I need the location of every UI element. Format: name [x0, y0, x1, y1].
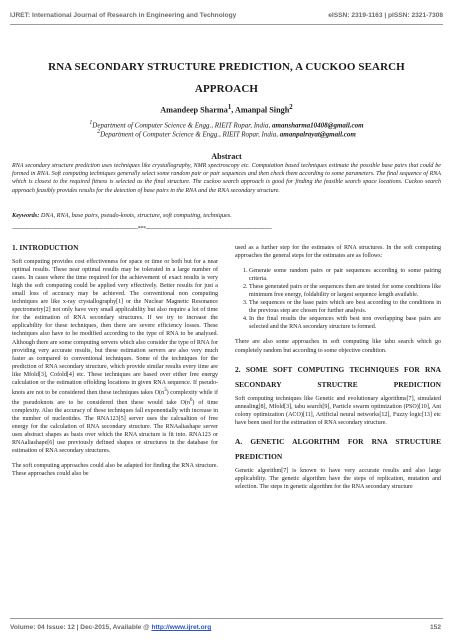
affiliation-1-text: Department of Computer Science & Engg., RIEIT Ropar, India, — [92, 121, 273, 130]
intro-p1-a: Soft computing provides cost effectiveness for space or time or both but for a near optimal results. These near optimal results may be tolerated in a large number of cases. In cases where the time required for the achievement of exact results is very high the soft computing could be applied very effectively. Better results for just a small loss of accuracy may be achieved. The conventional non computing techniques are like x-ray crystallography[1] or the Nuclear Magnetic Resonance spectrometry[2] not only have very small applicability but also require a lot of time for the estimation of RNA secondary structures. If we try to increase the applicability for these techniques, then there are severe efficiency losses. These techniques also have to be modified according to the type of RNA to be analysed. Although there are some computing servers which also consider the type of RNA for providing very accurate results, but these estimation servers are also very much faster as compared to conventional techniques. Some of the techniques for the prediction of RNA secondary structure, which provide similar results every time are like Mfold[3], Cofold[4] etc. These techniques are based over either free energy calculation or the estimation offolding locations in given RNA sequence. If pseudo-knots are not to be considered then these techniques takes O(n — [12, 259, 218, 396]
email-1[interactable]: amansharma10408@gmail.com — [272, 121, 364, 130]
list-item: 1. Generate some random pairs or pair sequences according to some pairing criteria. — [249, 267, 441, 283]
steps-list — [235, 267, 441, 331]
intro-paragraph-1 — [12, 258, 218, 455]
intro-paragraph-2: The soft computing approaches could also be adapted for finding the RNA structure. These approaches could also be — [12, 463, 218, 478]
intro-p1-sup: 3 — [164, 387, 167, 393]
right-paragraph-0: used as a further step for the estimates of RNA structures. In the soft computing approaches the general steps for the estimates are as follows: — [235, 245, 441, 260]
affiliation-2 — [0, 129, 453, 138]
author-1: Amandeep Sharma — [160, 105, 228, 115]
footer-volume-text: Volume: 04 Issue: 12 | Dec-2015, Available @ — [10, 624, 152, 631]
page-number: 152 — [429, 624, 441, 631]
keywords-label: Keywords: — [12, 212, 40, 219]
right-column — [235, 244, 441, 498]
affiliation-2-text: Department of Computer Science & Engg., RIEIT Ropar, India, — [100, 130, 280, 139]
keywords — [12, 212, 441, 219]
list-item: 2. These generated pairs or the sequences then are tested for some conditions like minimum free energy, foldability or largest sequence length available. — [249, 283, 441, 299]
section-2a-heading: A. GENETIC ALGORITHM FOR RNA STRUCTURE PREDICTION — [235, 436, 441, 461]
author-separator: , — [231, 105, 235, 115]
section-2-heading: 2. SOME SOFT COMPUTING TECHNIQUES FOR RNA SECONDARY STRUCTRE PREDICTION — [235, 364, 441, 389]
header-divider — [10, 24, 443, 25]
right-paragraph-1: There are also some approaches in soft computing like tabu search which go completely random but according to some objective condition. — [235, 339, 441, 354]
footer-divider — [10, 618, 443, 619]
author-2-sup: 2 — [289, 104, 293, 111]
section-separator: --------------------------------------------------------------------------***-------------------------------------------------------------------------- — [12, 226, 272, 232]
right-paragraph-3: Genetic algorithm[7] is known to have very accurate results and also large applicability. The genetic algorithm have the steps of replication, mutation and selection. The steps in genetic algorithm for the RNA secondary structure — [235, 467, 441, 490]
author-2: Amanpal Singh — [234, 105, 290, 115]
left-column — [12, 244, 218, 485]
author-1-sup: 1 — [227, 104, 232, 111]
intro-p1-sup2: 6 — [189, 397, 193, 403]
issn-info: eISSN: 2319-1163 | pISSN: 2321-7308 — [328, 12, 443, 19]
abstract-heading: Abstract — [211, 152, 242, 161]
affiliation-1 — [0, 120, 453, 129]
section-1-heading: 1. INTRODUCTION — [12, 243, 79, 252]
journal-name: IJRET: International Journal of Research in Engineering and Technology — [10, 12, 237, 19]
affiliation-2-sup: 2 — [97, 129, 101, 135]
right-paragraph-2: Soft computing techniques like Genetic and evolutionary algorithms[7], simulated annealing[8], Mfold[3], tabu search[9], Particle swarm optimization (PSO)[10], Ant colony optimization (ACO)[11], Artificial neural networks[12], Fuzzy logic[13] etc have been used for the estimation of RNA secondary structure. — [235, 395, 441, 426]
list-item: 4. In the final results the sequences with best non overlapping base pairs are selected and the RNA secondary structure is formed. — [249, 315, 441, 331]
keywords-text: DNA, RNA, base pairs, pseudo-knots, structure, soft computing, techniques. — [39, 212, 232, 219]
email-2[interactable]: amanpalrayat@gmail.com — [279, 130, 356, 139]
intro-p1-c: ) of time complexity. Also the accuracy of these techniques fall exponentially with increase in the number of nucleotides. The RNA123[5] server uses the calcualtion of free energy for the calculation of RNA secondary structure. The RNAaliashape server uses abstract shapes as basis over which the RNA structure is fit into. RNA123 or RNAaliashape[6] use previously defined shapes or structures in the database for estimation of RNA secondary structures. — [12, 399, 218, 455]
list-item: 3. The sequences or the base pairs which are best according to the conditions in the previous step are chosen for further analysis. — [249, 299, 441, 315]
footer-link[interactable]: http://www.ijret.org — [151, 624, 212, 631]
footer-volume — [10, 624, 211, 631]
author-line — [0, 104, 453, 115]
abstract-text: RNA secondary structure prediction uses techniques like crystallography, NMR spectroscopy etc. Computation based techniques estimate the possible base pairs that could be formed in RNA. Soft computing techniques generally select some random pair or pair sequences and then check them according to some parameters. The final sequence of RNA which is closest to the required fitness is selected as the final structure. The cuckoo search approach is good for finding the feasible search space locations. Cuckoo search approach feasibly provides results for the detection of base pairs in the RNA and the RNA secondary structure. — [12, 163, 441, 194]
paper-title: RNA SECONDARY STRUCTURE PREDICTION, A CUCKOO SEARCH APPROACH — [48, 61, 405, 95]
intro-p1-b: ) complexity while if the pseudoknots are to be considered then these would take O(n — [12, 389, 218, 406]
affiliation-1-sup: 1 — [89, 120, 93, 126]
